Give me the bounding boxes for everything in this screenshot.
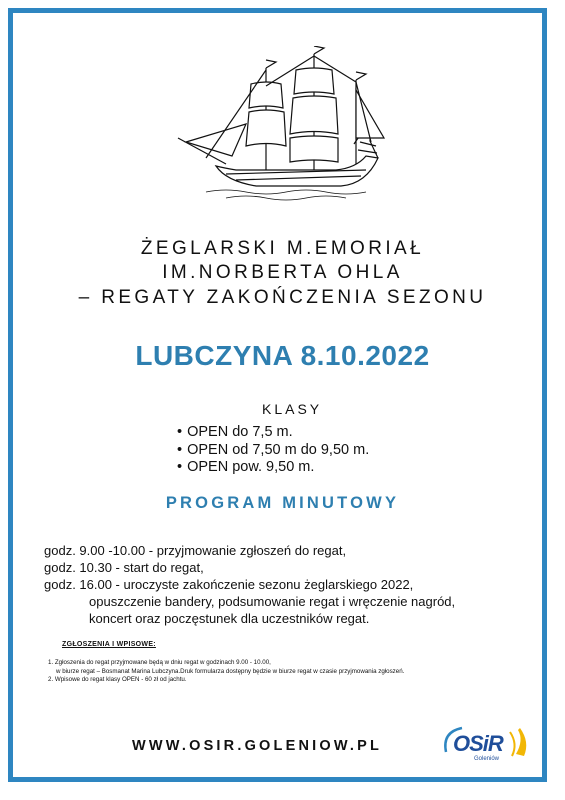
klasy-item: • OPEN do 7,5 m. [177, 424, 369, 442]
title-line-2: IM.NORBERTA OHLA [162, 262, 403, 283]
zgloszenia-heading: ZGŁOSZENIA I WPISOWE: [62, 641, 156, 648]
schedule-continuation: opuszczenie bandery, podsumowanie regat i wręczenie nagród, [89, 594, 456, 609]
schedule-row: godz. 16.00 - uroczyste zakończenie sezonu żeglarskiego 2022, [44, 577, 414, 592]
sailing-ship-icon [166, 46, 398, 206]
program-schedule [44, 542, 455, 627]
klasy-item: • OPEN od 7,50 m do 9,50 m. [177, 442, 369, 460]
title-line-3: – REGATY ZAKOŃCZENIA SEZONU [78, 287, 487, 308]
logo-text: OSiR [453, 731, 503, 756]
zgloszenia-item: 1. Zgłoszenia do regat przyjmowane będą w dniu regat w godzinach 9.00 - 10.00, [48, 659, 271, 666]
title-line-1: ŻEGLARSKI M.EMORIAŁ [140, 238, 425, 259]
schedule-continuation: koncert oraz poczęstunek dla uczestników regat. [89, 611, 370, 626]
program-heading: PROGRAM MINUTOWY [165, 494, 400, 512]
klasy-list [177, 424, 369, 477]
klasy-item: • OPEN pow. 9,50 m. [177, 459, 369, 477]
schedule-row: godz. 10.30 - start do regat, [44, 560, 204, 575]
zgloszenia-notes [48, 659, 404, 685]
event-date: LUBCZYNA 8.10.2022 [135, 340, 430, 371]
zgloszenia-item: 2. Wpisowe do regat klasy OPEN - 60 zł od jachtu. [48, 676, 187, 683]
logo-subtitle: Goleniów [474, 756, 500, 762]
klasy-heading: KLASY [262, 401, 323, 417]
website-url[interactable]: WWW.OSIR.GOLENIOW.PL [132, 738, 383, 754]
zgloszenia-item-continuation: w biurze regat – Bosmanat Marina Lubczyna.Druk formularza dostępny będzie w biurze regat w czasie przyjmowania zgłoszeń. [56, 667, 405, 675]
schedule-row: godz. 9.00 -10.00 - przyjmowanie zgłoszeń do regat, [44, 543, 347, 558]
